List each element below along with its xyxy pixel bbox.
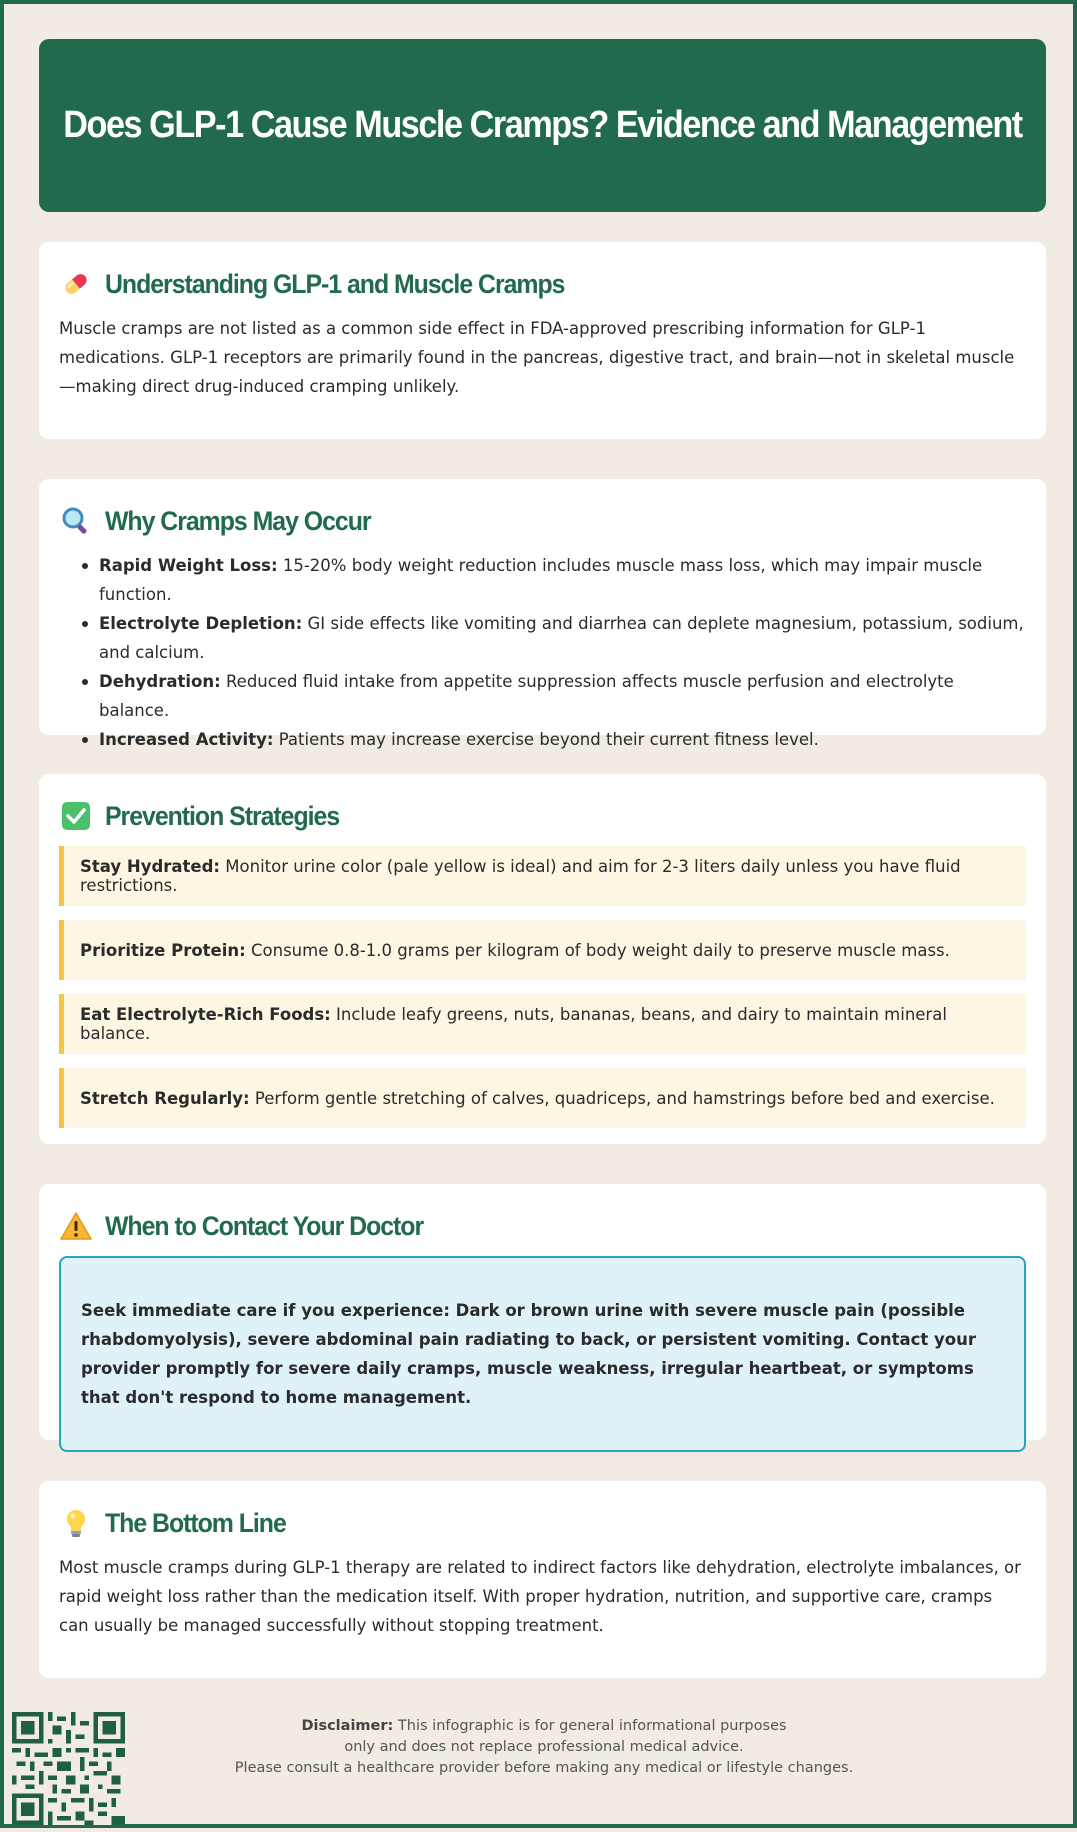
item-text: GI side effects like vomiting and diarrhea can deplete magnesium, potassium, sodium, and calcium. — [99, 614, 1024, 662]
tip-text: Consume 0.8-1.0 grams per kilogram of body weight daily to preserve muscle mass. — [245, 940, 950, 960]
tip-item — [59, 1068, 1026, 1128]
item-text: Reduced fluid intake from appetite suppression affects muscle perfusion and electrolyte balance. — [99, 672, 954, 720]
tip-label: Stretch Regularly: — [80, 1088, 250, 1108]
disclaimer-label: Disclaimer: — [301, 1718, 394, 1734]
check-mark-icon — [59, 799, 93, 833]
disclaimer-line: Please consult a healthcare provider before making any medical or lifestyle changes. — [234, 1760, 854, 1776]
tip-label: Stay Hydrated: — [80, 857, 221, 876]
item-text: Patients may increase exercise beyond their current fitness level. — [273, 730, 819, 749]
item-label: Rapid Weight Loss: — [99, 556, 278, 575]
alert-box: Seek immediate care if you experience: Dark or brown urine with severe muscle pain (possible rhabdomyolysis), severe abdominal pain radiating to back, or persistent vomiting. Contact your provider promptly for severe daily cramps, muscle weakness, irregular heartbeat, or symptoms that don't respond to home management. — [59, 1256, 1026, 1452]
card-header — [59, 503, 1026, 539]
tips-list — [59, 846, 1026, 1128]
card-header — [59, 266, 1026, 302]
item-label: Dehydration: — [99, 672, 221, 691]
bottom-line-text: Most muscle cramps during GLP-1 therapy are related to indirect factors like dehydration, electrolyte imbalances, or rapid weight loss rather than the medication itself. With proper hydration, nutrition, and supportive care, cramps can usually be managed successfully without stopping treatment. — [59, 1558, 1021, 1635]
understanding-text: Muscle cramps are not listed as a common side effect in FDA-approved prescribing information for GLP-1 medications. GLP-1 receptors are primarily found in the pancreas, digestive tract, and brain—not in skeletal muscle—making direct drug-induced cramping unlikely. — [59, 319, 1015, 396]
footer — [4, 1704, 1077, 1832]
reasons-list — [59, 551, 1026, 754]
section-title: Understanding GLP-1 and Muscle Cramps — [105, 268, 565, 299]
tip-label: Eat Electrolyte-Rich Foods: — [80, 1005, 331, 1024]
item-label: Electrolyte Depletion: — [99, 614, 303, 633]
why-card — [39, 479, 1046, 749]
section-title: The Bottom Line — [105, 1507, 286, 1538]
warning-icon — [59, 1209, 93, 1243]
disclaimer — [144, 1716, 944, 1779]
page-title: Does GLP-1 Cause Muscle Cramps? Evidence and Management — [63, 104, 1022, 146]
item-text: 15-20% body weight reduction includes muscle mass loss, which may impair muscle function. — [99, 556, 983, 604]
pill-icon — [59, 267, 93, 301]
list-item — [99, 551, 1026, 609]
tip-item — [59, 846, 1026, 906]
section-title: Prevention Strategies — [105, 800, 340, 831]
section-title: Why Cramps May Occur — [105, 505, 371, 536]
tip-text: Perform gentle stretching of calves, quadriceps, and hamstrings before bed and exercise. — [249, 1088, 995, 1108]
prevention-card — [39, 774, 1046, 1144]
card-header — [59, 1505, 1026, 1541]
understanding-card — [39, 242, 1046, 439]
tip-text: Monitor urine color (pale yellow is ideal) and aim for 2-3 liters daily unless you have fluid restrictions. — [80, 857, 961, 895]
bottom-line-card — [39, 1481, 1046, 1678]
card-header — [59, 1208, 1026, 1244]
list-item — [99, 667, 1026, 725]
item-label: Increased Activity: — [99, 730, 274, 749]
section-title: When to Contact Your Doctor — [105, 1210, 424, 1241]
magnifying-glass-icon — [59, 504, 93, 538]
disclaimer-line: only and does not replace professional medical advice. — [344, 1739, 744, 1755]
tip-text: Include leafy greens, nuts, bananas, beans, and dairy to maintain mineral balance. — [80, 1005, 947, 1043]
tip-item — [59, 994, 1026, 1054]
page-header — [39, 39, 1046, 212]
tip-item — [59, 920, 1026, 980]
doctor-card — [39, 1184, 1046, 1440]
disclaimer-line: This infographic is for general informational purposes — [393, 1718, 787, 1734]
card-header — [59, 798, 1026, 834]
tip-label: Prioritize Protein: — [80, 940, 246, 960]
list-item — [99, 609, 1026, 667]
qr-code-icon — [12, 1712, 125, 1825]
light-bulb-icon — [59, 1506, 93, 1540]
list-item — [99, 725, 1026, 754]
